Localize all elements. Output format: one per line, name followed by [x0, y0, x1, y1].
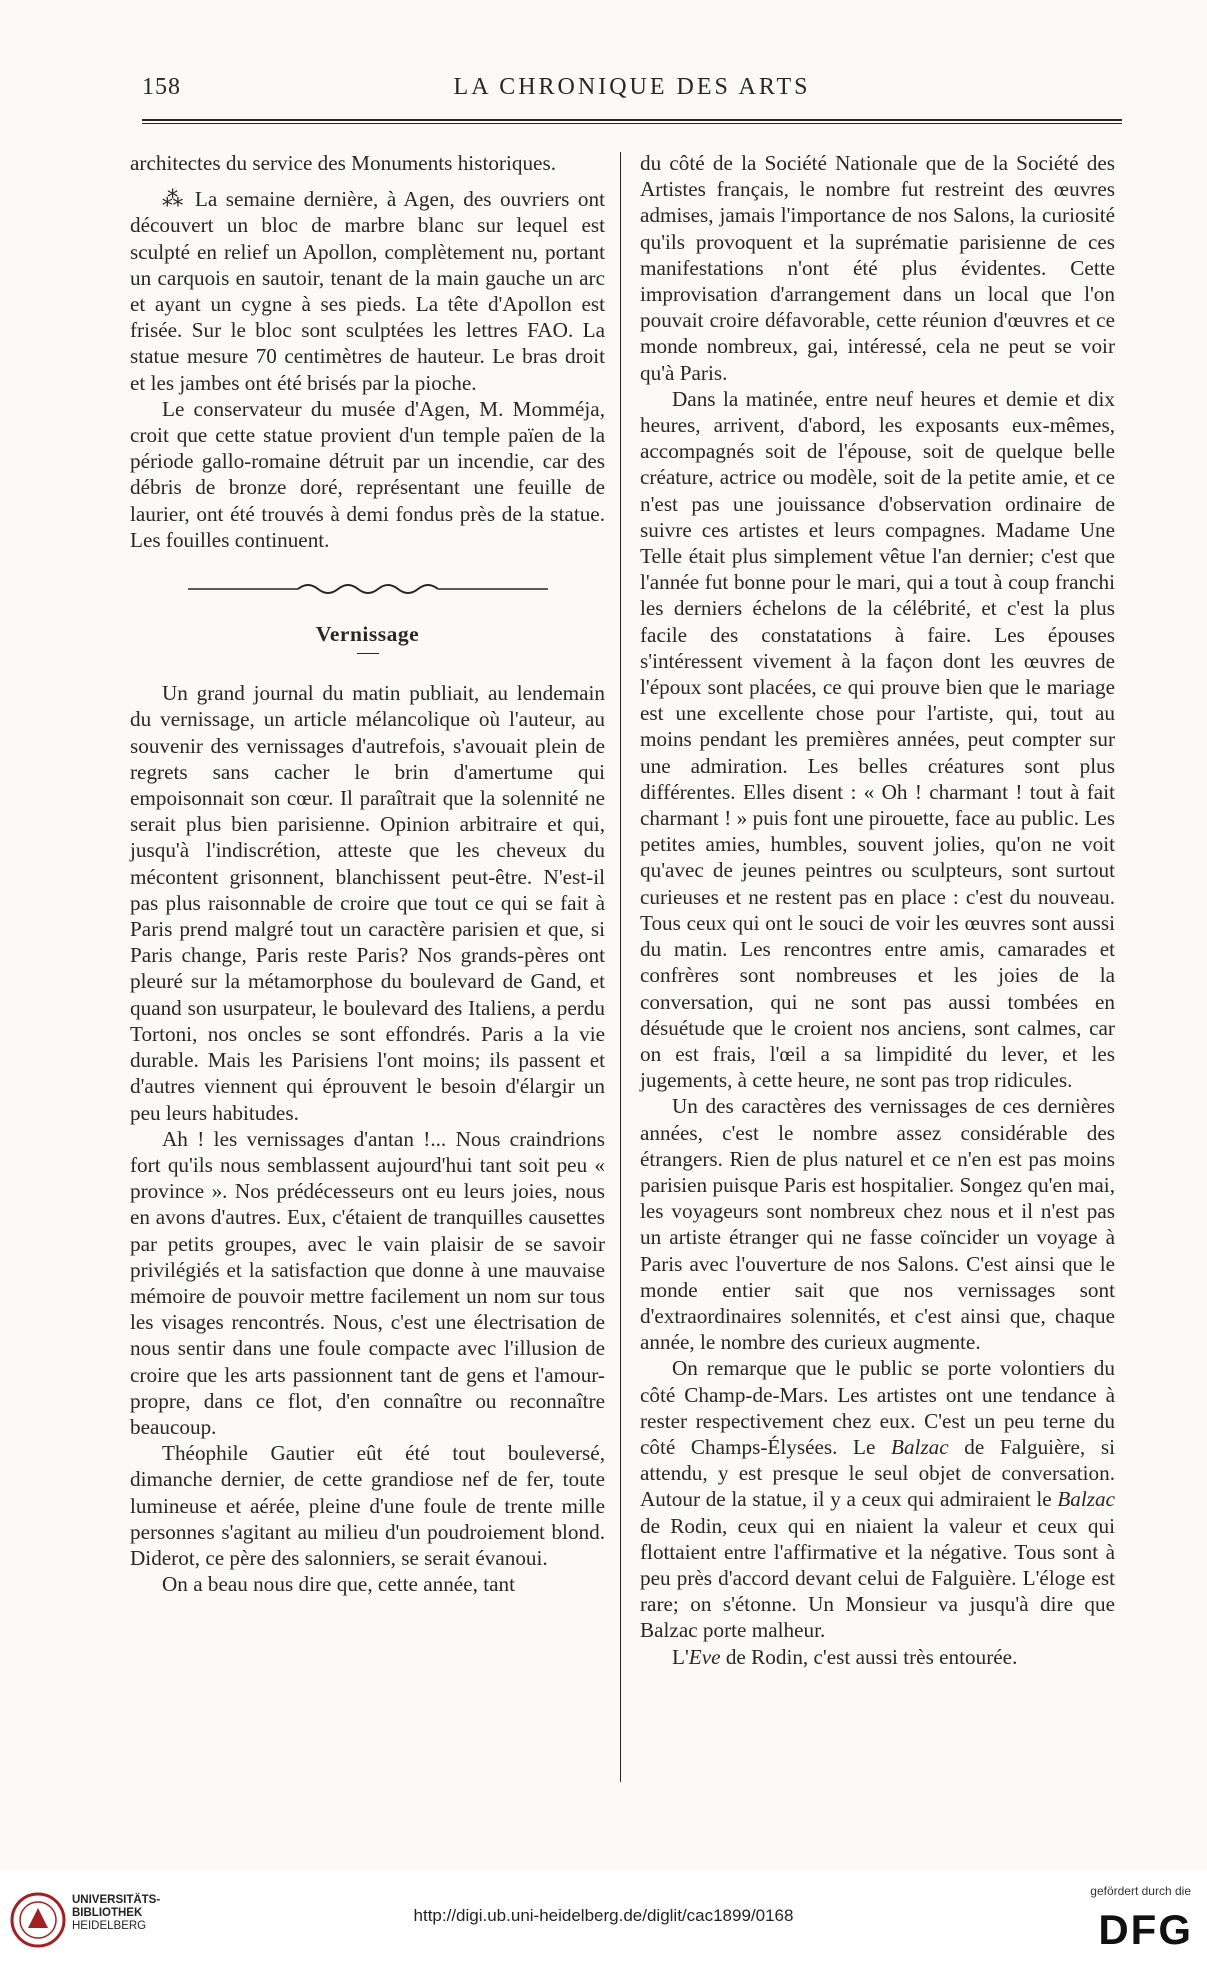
title-dash: [357, 653, 379, 654]
source-url[interactable]: http://digi.ub.uni-heidelberg.de/diglit/cac1899/0168: [413, 1906, 794, 1925]
running-title: LA CHRONIQUE DES ARTS: [453, 74, 811, 100]
header-rule: [142, 119, 1122, 121]
paragraph: Dans la matinée, entre neuf heures et demie et dix heures, arrivent, d'abord, les exposants eux-mêmes, accompagnés soit de l'épouse, soit de quelque belle créature, actrice ou modèle, soit de la petite amie, et ce n'est pas une jouissance d'observation ordinaire de suivre ces artistes et leurs compagnes. Madame Une Telle était plus simplement vêtue l'an dernier; c'est que l'année fut bonne pour le mari, qui a tout à coup franchi les derniers échelons de la célébrité, et c'est la plus facile des constatations à faire. Les épouses s'intéressent vivement à la façon dont les œuvres de l'époux sont placées, ce qui prouve bien que le mariage est une excellente chose pour l'artiste, qui, tout au moins pendant les premières années, peut compter sur une admiration. Les belles créatures sont plus différentes. Elles disent : « Oh ! charmant ! tout à fait charmant ! » puis font une pirouette, face au public. Les petites amies, humbles, souvent jolies, qu'on ne voit qu'avec de jeunes peintres ou sculpteurs, sont surtout curieuses et ne restent pas en place : c'est du nouveau. Tous ceux qui ont le souci de voir les œuvres sont aussi du matin. Les rencontres entre amis, camarades et confrères sont nombreuses et les joies de la conversation, qui ne sont pas aussi tombées en désuétude que le croient nos anciens, sont calmes, car on est frais, l'œil a sa limpidité du lever, et les jugements, à cette heure, ne sont pas trop ridicules.: [640, 386, 1115, 1093]
text-run: de Rodin, ceux qui en niaient la valeur et ceux qui flottaient entre l'affirmative et la négative. Tous sont à peu près d'accord devant celui de Falguière. L'éloge est rare; on s'étonne. Un Monsieur va jusqu'à dire que Balzac porte malheur.: [640, 1513, 1115, 1643]
page-number: 158: [142, 74, 181, 100]
text-run: de Rodin, c'est aussi très entourée.: [720, 1644, 1018, 1669]
text-run: On remarque que le public se porte volontiers du côté Champ-de-Mars. Les artistes ont une tendance à rester respectivement chez eux. C'est un peu terne du côté Champs-Élysées. Le: [640, 1356, 1115, 1459]
dfg-logo: DFG: [1098, 1906, 1193, 1953]
paragraph: du côté de la Société Nationale que de la Société des Artistes français, le nombre fut restreint des œuvres admises, jamais l'importance de nos Salons, la curiosité qu'ils provoquent et la suprématie parisienne de ces manifestations n'ont été plus évidentes. Cette improvisation d'arrangement dans un local que l'on pouvait croire défavorable, cette réunion d'œuvres et ce monde nombreux, gai, intéressé, cela ne peut se voir qu'à Paris.: [640, 151, 1115, 385]
library-line: HEIDELBERG: [72, 1920, 147, 1932]
funded-by-label: gefördert durch die: [1090, 1884, 1191, 1898]
italic-title: Balzac: [1057, 1487, 1115, 1512]
right-column: [640, 150, 1115, 1670]
paragraph: Un grand journal du matin publiait, au lendemain du vernissage, un article mélancolique où l'auteur, au souvenir des vernissages d'autrefois, s'avouait plein de regrets sans cacher le brin d'amertume qui empoisonnait son cœur. Il paraîtrait que la solennité ne serait plus bien parisienne. Opinion arbitraire et qui, jusqu'à l'indiscrétion, atteste que les cheveux du mécontent grisonnent, blanchissent peut-être. N'est-il pas plus raisonnable de croire que tout ce qui se fait à Paris prend malgré tout un caractère parisien et que, si Paris change, Paris reste Paris? Nos grands-pères ont pleuré sur la métamorphose du boulevard de Gand, et quand son usurpateur, le boulevard des Italiens, a perdu Tortoni, nos oncles se sont effondrés. Paris a la vie durable. Mais les Parisiens l'ont moins; ils passent et d'autres viennent qui éprouvent le besoin d'élargir un peu leurs habitudes.: [130, 681, 605, 1125]
digitization-footer: [0, 1870, 1207, 1964]
paragraph-agen-news: ⁂ La semaine dernière, à Agen, des ouvriers ont découvert un bloc de marbre blanc sur lequel est sculpté en relief un Apollon, complètement nu, portant un carquois en sautoir, tenant de la main gauche un arc et ayant un cygne à ses pieds. La tête d'Apollon est frisée. Sur le bloc sont sculptées les lettres FAO. La statue mesure 70 centimètres de hauteur. Le bras droit et les jambes ont été brisés par la pioche.: [130, 187, 605, 395]
paragraph: architectes du service des Monuments historiques.: [130, 151, 556, 175]
paragraph: Le conservateur du musée d'Agen, M. Momméja, croit que cette statue provient d'un temple païen de la période gallo-romaine détruit par un incendie, car des débris de bronze doré, représentant une feuille de laurier, ont été trouvés à demi fondus près de la statue. Les fouilles continuent.: [130, 396, 605, 552]
paragraph: Un des caractères des vernissages de ces dernières années, c'est le nombre assez considérable des étrangers. Rien de plus naturel et ce n'en est pas moins parisien puisque Paris est hospitalier. Songez qu'en mai, les voyageurs sont nombreux chez nous et il n'est pas un artiste étranger qui ne fasse coïncider un voyage à Paris avec l'ouverture de nos Salons. C'est ainsi que le monde entier sait que nos vernissages sont d'extraordinaires solennités, et c'est ainsi que, chaque année, le nombre des curieux augmente.: [640, 1094, 1115, 1355]
section-title: Vernissage: [315, 622, 420, 647]
text-run: de Falguière, si attendu, y est presque le seul objet de conversation. Autour de la statue, il y a ceux qui admiraient le: [640, 1434, 1115, 1512]
paragraph: On a beau nous dire que, cette année, tant: [162, 1572, 515, 1597]
page-header: [142, 74, 1122, 114]
library-line: UNIVERSITÄTS-: [72, 1894, 161, 1906]
column-divider: [620, 152, 621, 1782]
ornament-divider-icon: [188, 579, 548, 599]
header-rule-thin: [142, 123, 1122, 124]
paragraph: Théophile Gautier eût été tout bouleversé, dimanche dernier, de cette grandiose nef de fer, toute lumineuse et aérée, pleine d'une foule de trente mille personnes s'agitant au milieu d'un poudroiement blond. Diderot, ce père des salonniers, se serait évanoui.: [130, 1441, 605, 1570]
library-line: BIBLIOTHEK: [72, 1907, 143, 1919]
italic-title: Eve: [688, 1644, 721, 1669]
italic-title: Balzac: [891, 1434, 949, 1459]
paragraph: Ah ! les vernissages d'antan !... Nous craindrions fort qu'ils nous semblassent aujourd'hui tant soit peu « province ». Nos prédécesseurs ont eu leurs joies, nous en avons d'autres. Eux, c'étaient de tranquilles causettes par petits groupes, avec le vain plaisir de se savoir privilégiés et la satisfaction que donne à une mauvaise mémoire de pouvoir mettre facilement un nom sur tous les visages rencontrés. Nous, c'est une électrisation de nous sentir dans une foule compacte avec l'illusion de croire que les arts passionnent tant de gens et l'amour-propre, dans ce flot, d'en connaître ou reconnaître beaucoup.: [130, 1126, 605, 1439]
text-run: L': [672, 1644, 689, 1669]
paragraph: [640, 1644, 1115, 1670]
left-column: [130, 150, 605, 1597]
paragraph: [640, 1355, 1115, 1643]
